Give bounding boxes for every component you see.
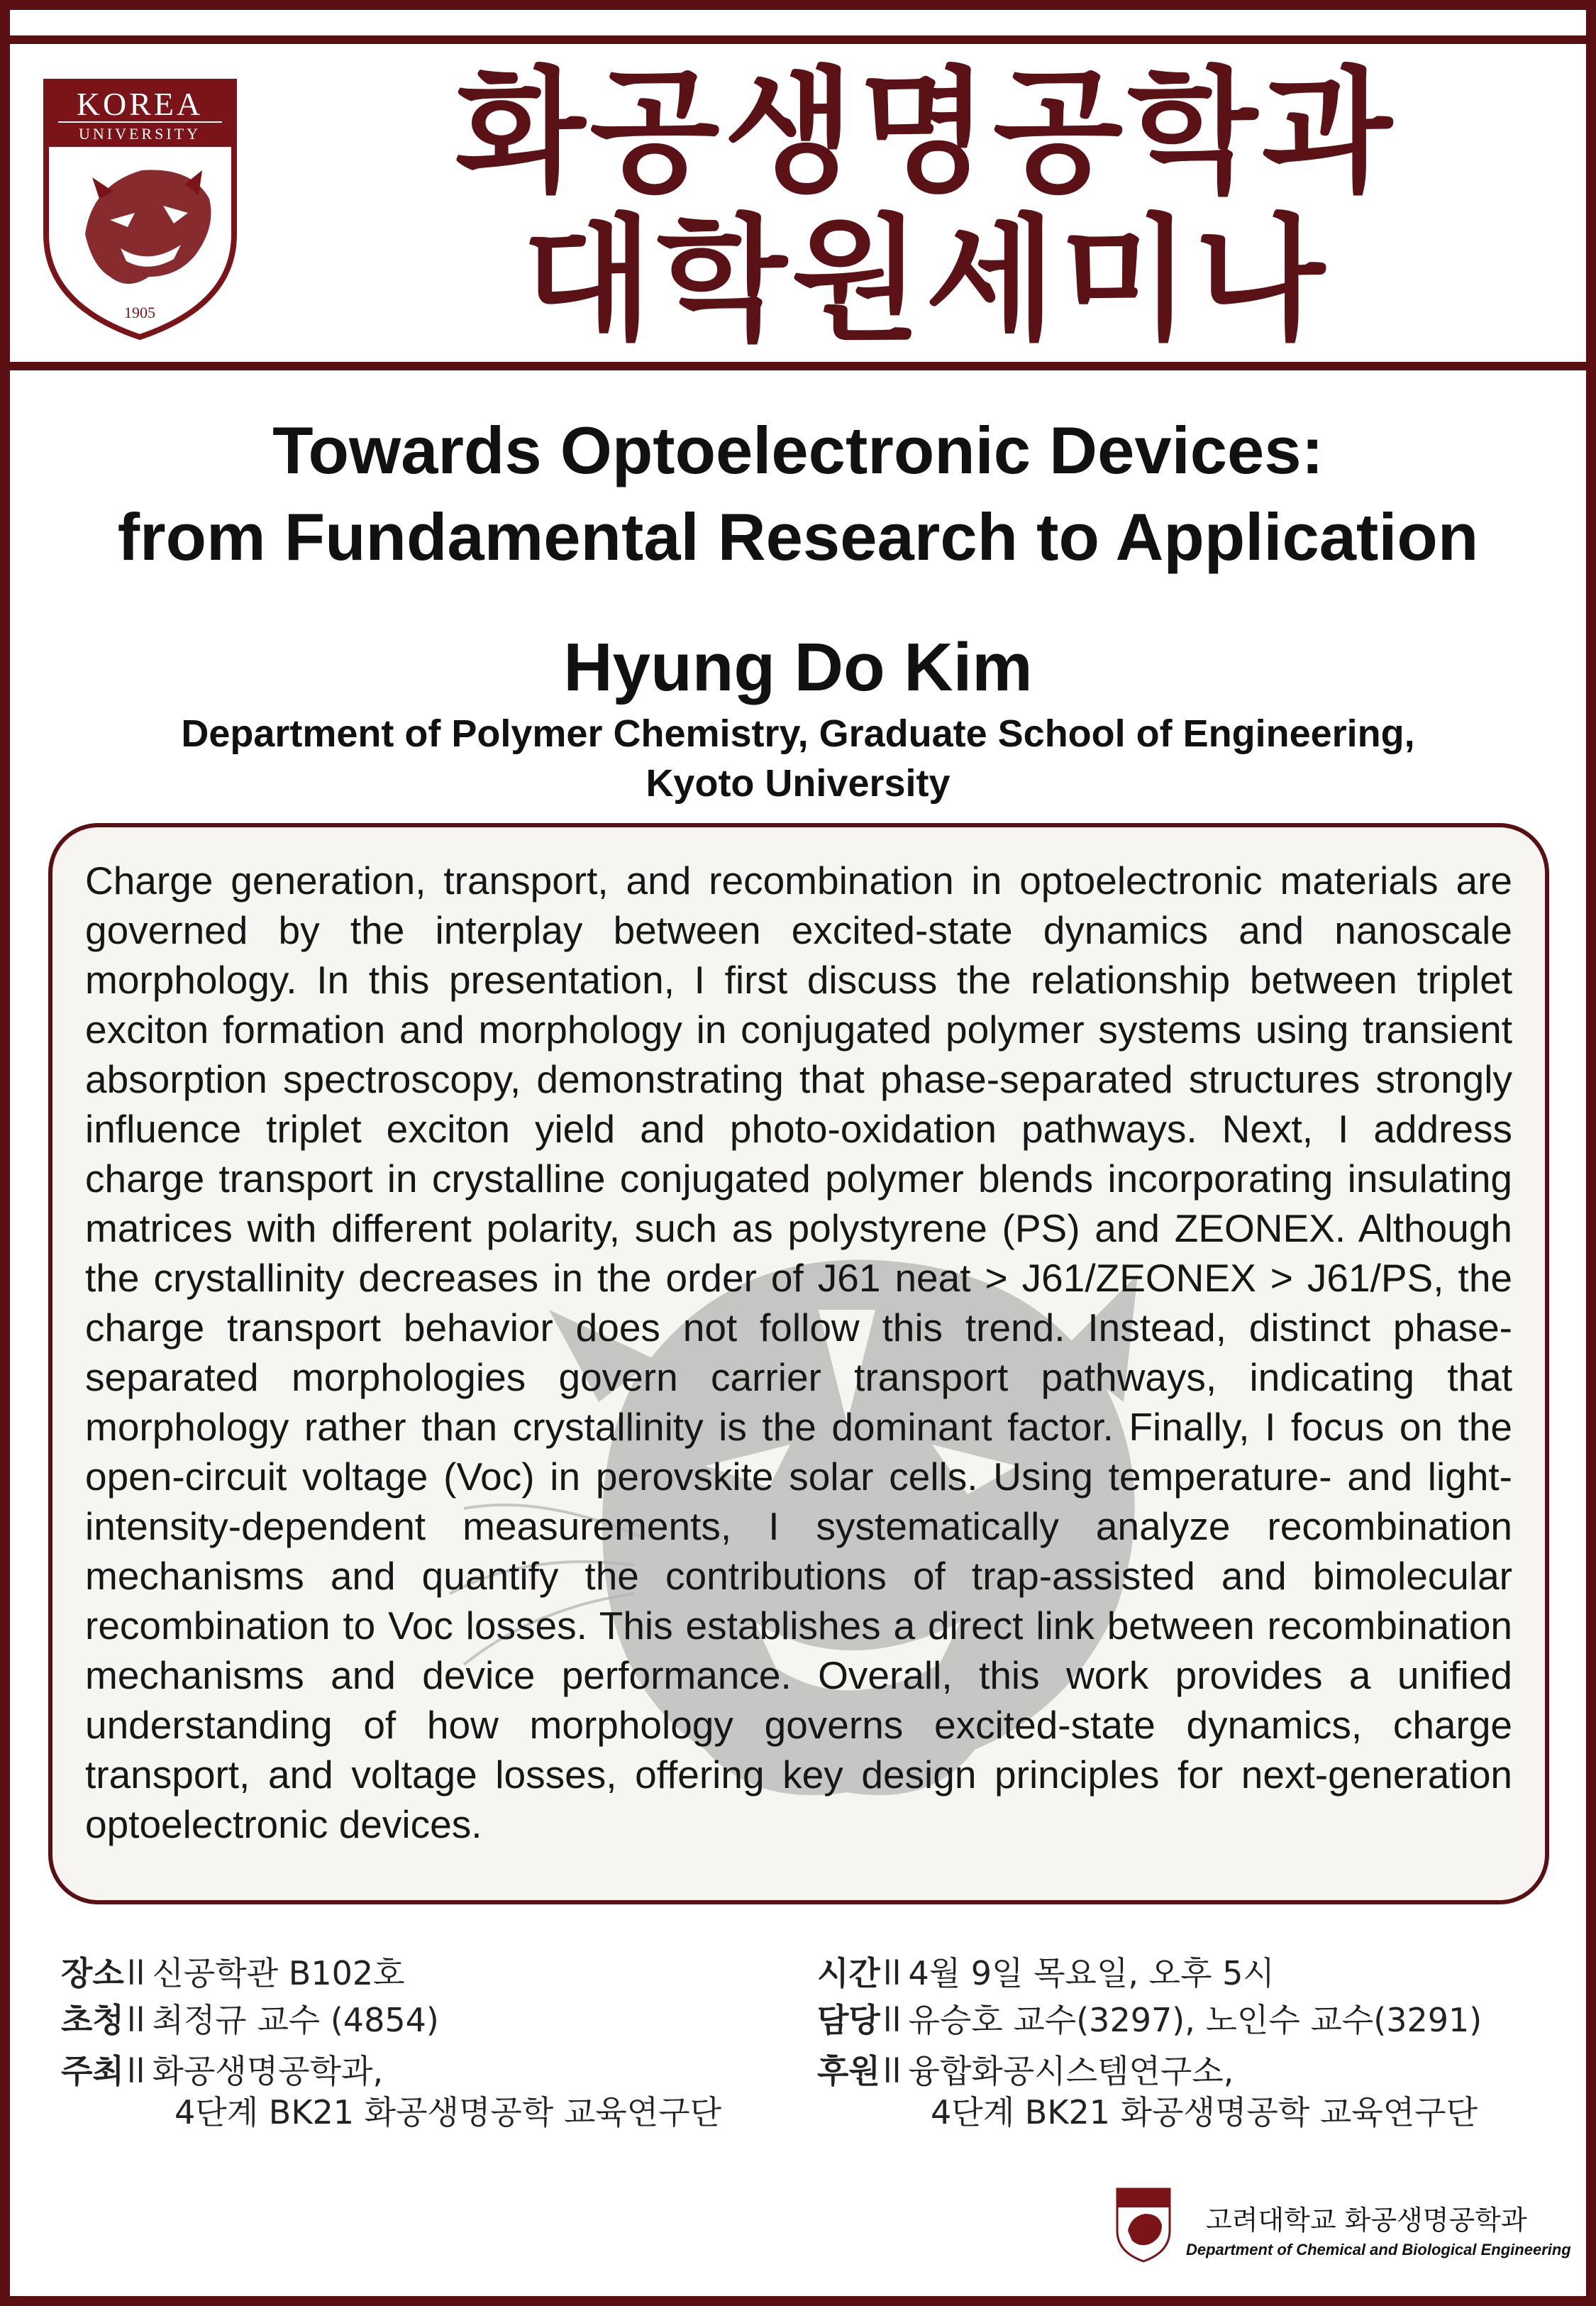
organizer-label: 주최 — [61, 2052, 124, 2090]
separator-icon: ll — [126, 2001, 145, 2039]
sponsor-value-line1: 융합화공시스템연구소, — [908, 2052, 1234, 2090]
contact-label: 담당 — [817, 2001, 880, 2039]
korean-title-line2: 대학원세미나 — [522, 202, 1329, 358]
host-row — [61, 1999, 721, 2041]
speaker-name: Hyung Do Kim — [563, 629, 1033, 705]
seminar-title-line2: from Fundamental Research to Application — [117, 500, 1479, 574]
organizer-value-line1: 화공생명공학과, — [152, 2052, 384, 2090]
contact-row — [817, 1999, 1482, 2041]
host-label: 초청 — [61, 2001, 124, 2039]
korea-university-logo — [43, 78, 238, 341]
venue-label: 장소 — [61, 1954, 124, 1992]
venue-value: 신공학관 B102호 — [152, 1954, 405, 1992]
time-value: 4월 9일 목요일, 오후 5시 — [908, 1954, 1275, 1992]
footer-org-english: Department of Chemical and Biological Engineering — [1186, 2241, 1571, 2258]
korean-title-line1: 화공생명공학과 — [455, 54, 1397, 211]
organizer-row — [61, 2051, 721, 2092]
details-left-column — [61, 1953, 721, 2133]
separator-icon: ll — [882, 2052, 902, 2090]
venue-row — [61, 1953, 721, 1994]
time-row — [817, 1953, 1482, 1994]
affiliation-line2: Kyoto University — [645, 762, 951, 805]
seminar-title-line1: Towards Optoelectronic Devices: — [272, 413, 1324, 487]
logo-text-sub: UNIVERSITY — [79, 125, 201, 143]
details-right-column — [817, 1953, 1482, 2133]
header-divider — [10, 362, 1586, 370]
footer-university-logo — [1115, 2187, 1172, 2263]
sponsor-value-line2: 4단계 BK21 화공생명공학 교육연구단 — [931, 2093, 1478, 2131]
contact-value: 유승호 교수(3297), 노인수 교수(3291) — [908, 2001, 1483, 2039]
logo-year: 1905 — [124, 304, 155, 321]
logo-text-top: KOREA — [76, 86, 204, 122]
host-value: 최정규 교수 (4854) — [152, 2001, 439, 2039]
sponsor-label: 후원 — [817, 2052, 880, 2090]
abstract-text: Charge generation, transport, and recombination in optoelectronic materials are governed by the interplay between excited-state dynamics and nanoscale morphology. In this presentation, I first discuss the relationship between triplet exciton formation and morphology in conjugated polymer systems using transient absorption spectroscopy, demonstrating that phase-separated structures strongly influence triplet exciton yield and photo-oxidation pathways. Next, I address charge transport in crystalline conjugated polymer blends incorporating insulating matrices with different polarity, such as polystyrene (PS) and ZEONEX. Although the crystallinity decreases in the order of J61 neat > J61/ZEONEX > J61/PS, the charge transport behavior does not follow this trend. Instead, distinct phase-separated morphologies govern carrier transport pathways, indicating that morphology rather than crystallinity is the dominant factor. Finally, I focus on the open-circuit voltage (Voc) in perovskite solar cells. Using temperature- and light-intensity-dependent measurements, I systematically analyze recombination mechanisms and quantify the contributions of trap-assisted and bimolecular recombination to Voc losses. This establishes a direct link between recombination mechanisms and device performance. Overall, this work provides a unified understanding of how morphology governs excited-state dynamics, charge transport, and voltage losses, offering key design principles for next-generation optoelectronic devices. — [85, 859, 1512, 1846]
affiliation-line1: Department of Polymer Chemistry, Graduate School of Engineering, — [181, 712, 1415, 755]
top-border-band — [10, 35, 1586, 44]
abstract-box — [48, 823, 1549, 1904]
footer-org-korean: 고려대학교 화공생명공학과 — [1206, 2205, 1527, 2236]
separator-icon: ll — [882, 1954, 902, 1992]
separator-icon: ll — [126, 1954, 145, 1992]
separator-icon: ll — [882, 2001, 902, 2039]
separator-icon: ll — [126, 2052, 145, 2090]
sponsor-row — [817, 2051, 1482, 2092]
time-label: 시간 — [817, 1954, 880, 1992]
organizer-value-line2: 4단계 BK21 화공생명공학 교육연구단 — [174, 2093, 722, 2131]
